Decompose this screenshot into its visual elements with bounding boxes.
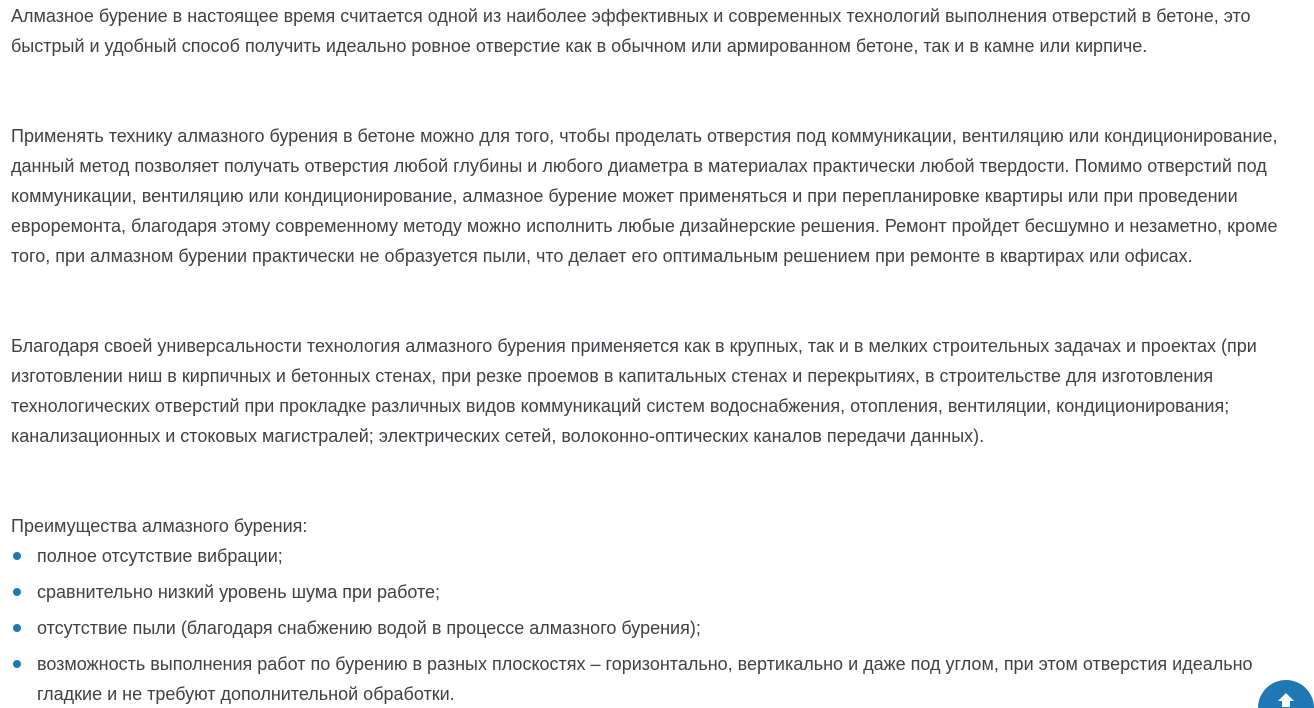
- bullet-icon: [13, 588, 21, 596]
- list-item-text: отсутствие пыли (благодаря снабжению водой в процессе алмазного бурения);: [37, 618, 701, 638]
- list-item-text: сравнительно низкий уровень шума при работе;: [37, 582, 441, 602]
- paragraph-intro: Алмазное бурение в настоящее время считается одной из наиболее эффективных и современных технологий выполнения отверстий в бетоне, это быстрый и удобный способ получить идеально ровное отверстие как в обычном или армированном бетоне, так и в камне или кирпиче.: [11, 6, 1251, 56]
- paragraph-universality: Благодаря своей универсальности технология алмазного бурения применяется как в крупных, так и в мелких строительных задачах и проектах (при изготовлении ниш в кирпичных и бетонных стенах, при резке проемов в капитальных стенах и перекрытиях, в строительстве для изготовления технологических отверстий при прокладке различных видов коммуникаций систем водоснабжения, отопления, вентиляции, кондиционирования; канализационных и стоковых магистралей; электрических сетей, волоконно-оптических каналов передачи данных).: [11, 336, 1257, 446]
- bullet-icon: [13, 660, 21, 668]
- list-item: [11, 541, 1307, 571]
- bullet-icon: [13, 552, 21, 560]
- advantages-list: [11, 541, 1307, 708]
- list-item: [11, 649, 1307, 708]
- arrow-up-icon: [1276, 692, 1296, 708]
- advantages-title: Преимущества алмазного бурения:: [11, 516, 308, 536]
- list-item: [11, 577, 1307, 607]
- list-item-text: возможность выполнения работ по бурению в разных плоскостях – горизонтально, вертикально и даже под углом, при этом отверстия идеально гладкие и не требуют дополнительной обработки.: [37, 654, 1253, 704]
- list-item-text: полное отсутствие вибрации;: [37, 546, 283, 566]
- paragraph-applications: Применять технику алмазного бурения в бетоне можно для того, чтобы проделать отверстия под коммуникации, вентиляцию или кондиционирование, данный метод позволяет получать отверстия любой глубины и любого диаметра в материалах практически любой твердости. Помимо отверстий под коммуникации, вентиляцию или кондиционирование, алмазное бурение может применяться и при перепланировке квартиры или при проведении евроремонта, благодаря этому современному методу можно исполнить любые дизайнерские решения. Ремонт пройдет бесшумно и незаметно, кроме того, при алмазном бурении практически не образуется пыли, что делает его оптимальным решением при ремонте в квартирах или офисах.: [11, 126, 1278, 266]
- bullet-icon: [13, 624, 21, 632]
- list-item: [11, 613, 1307, 643]
